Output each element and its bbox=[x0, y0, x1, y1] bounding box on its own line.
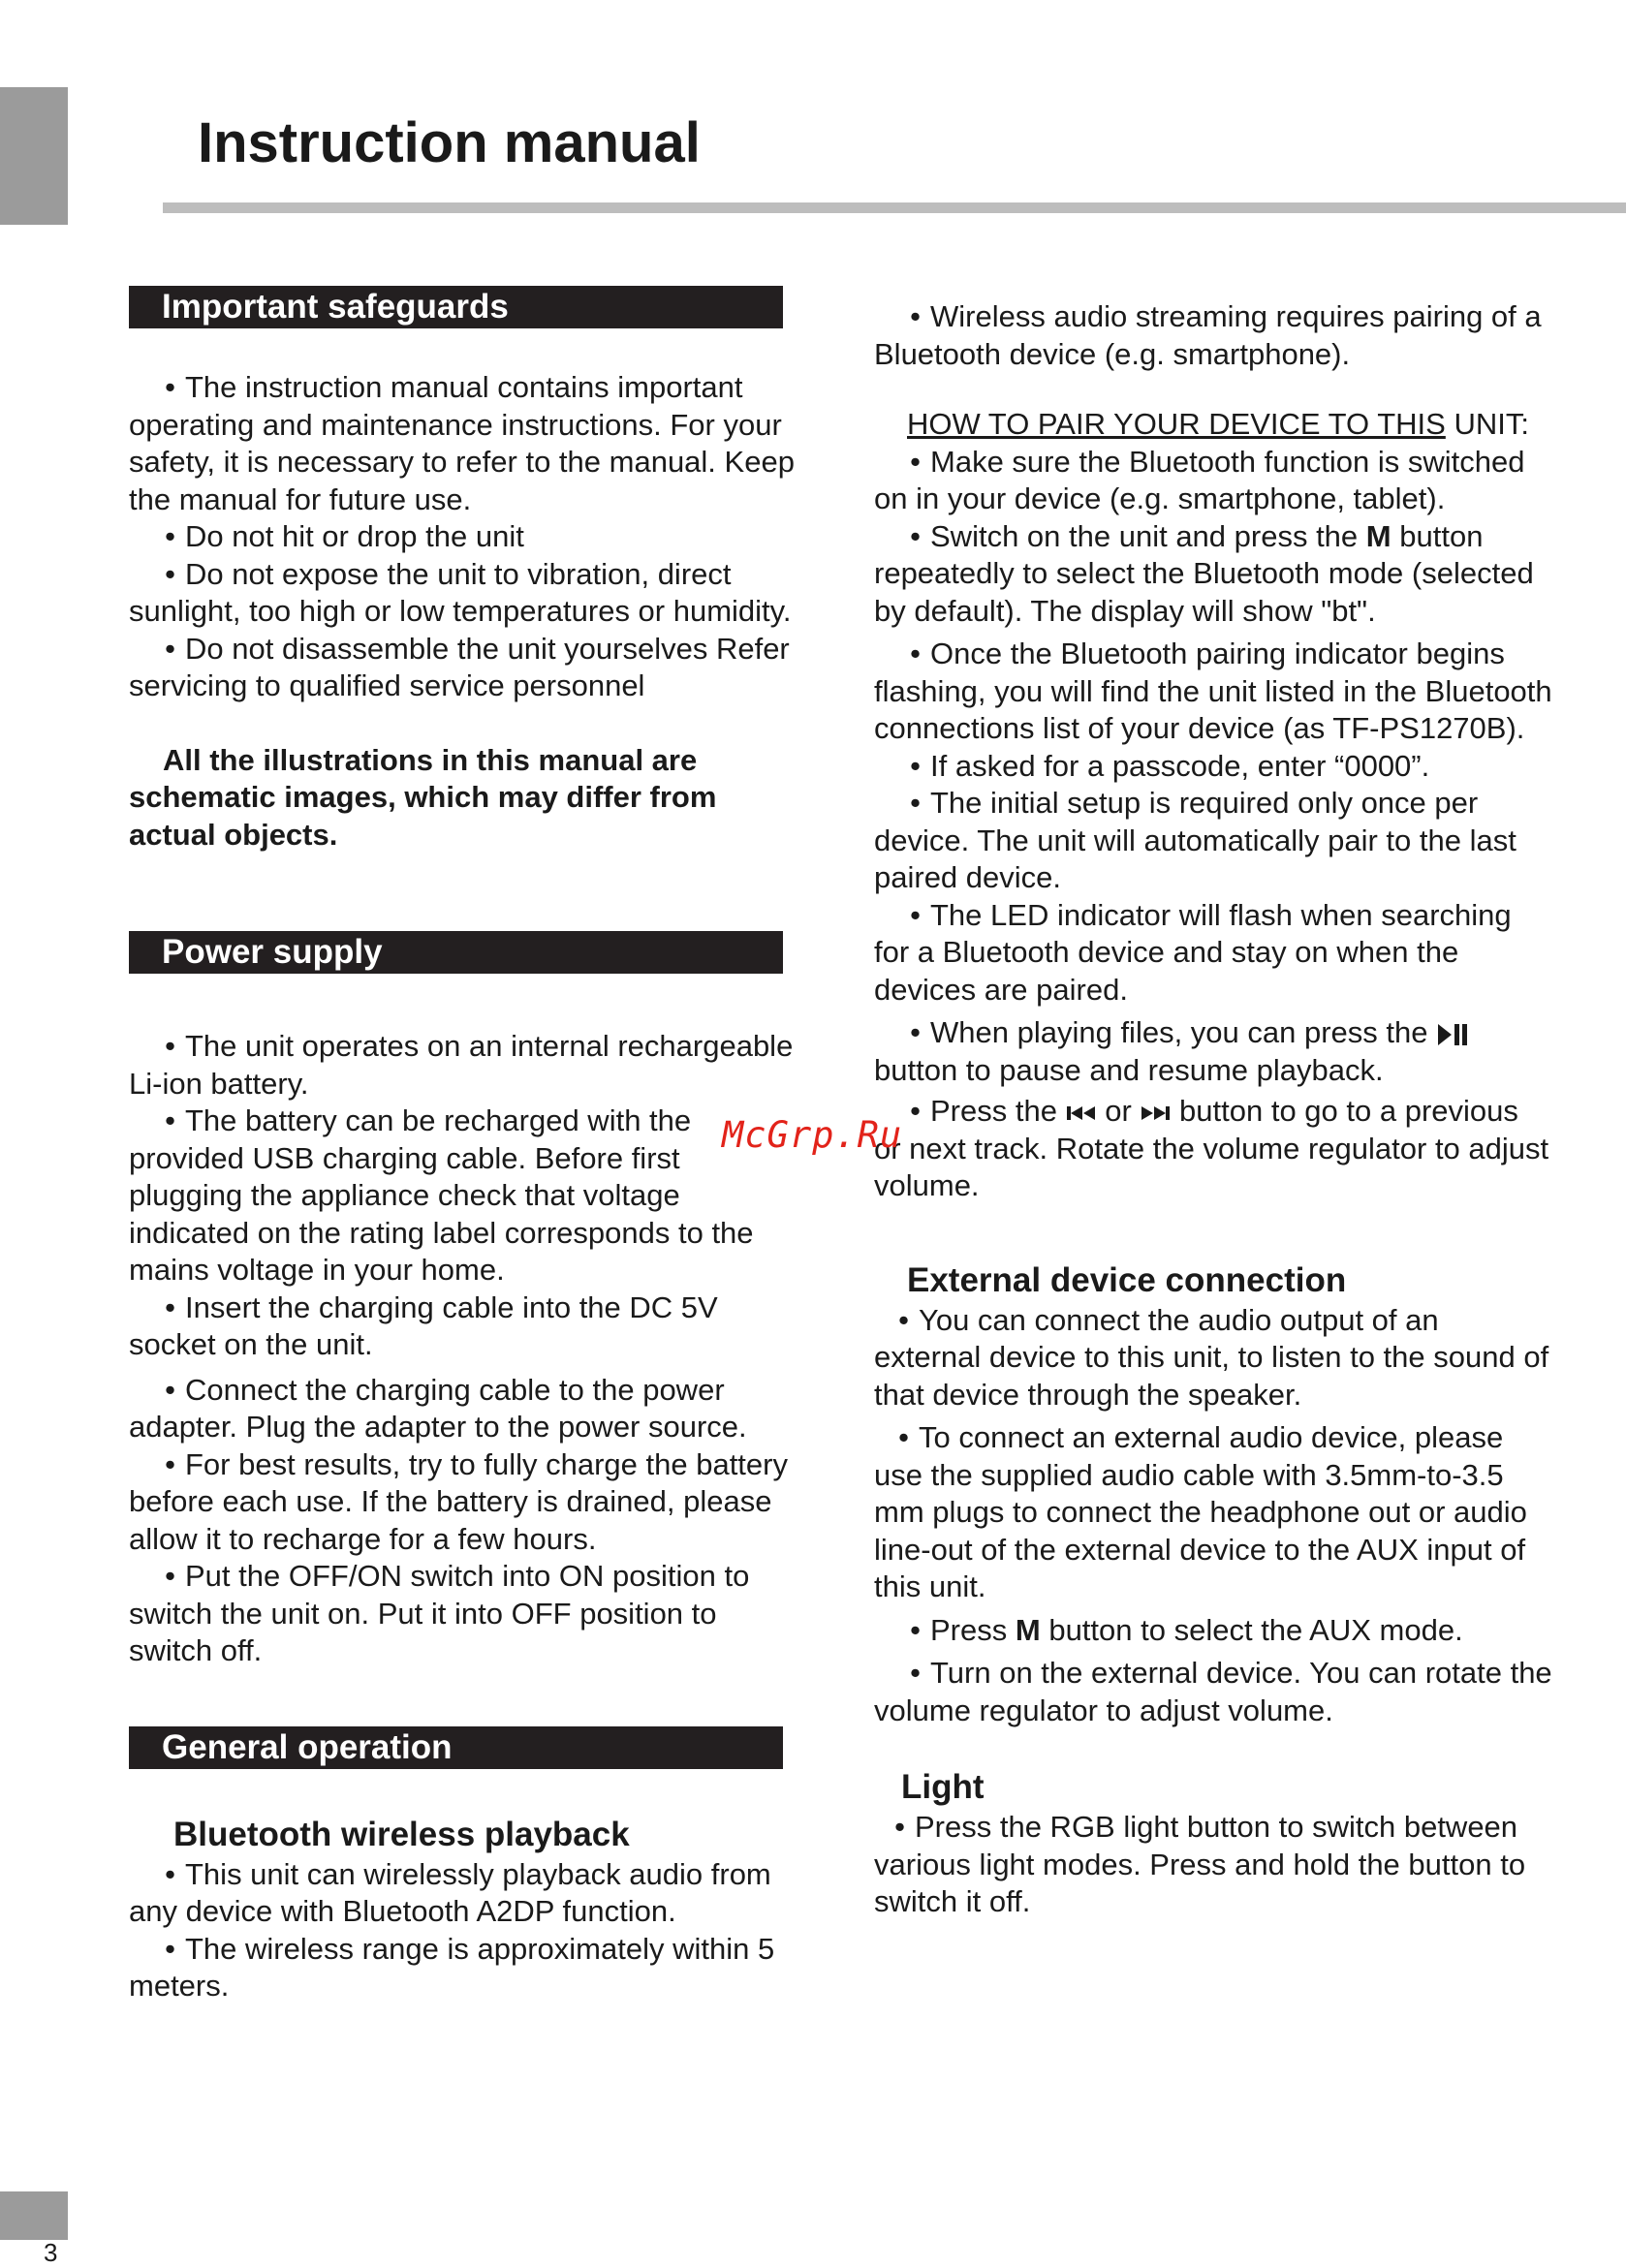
external-item-text: You can connect the audio output of an external device to this unit, to listen to the sound of that device through the speaker. bbox=[874, 1302, 1549, 1412]
bullet-glyph: • bbox=[165, 1103, 175, 1137]
bullet-glyph: • bbox=[910, 1612, 921, 1647]
power-item bbox=[129, 1372, 797, 1446]
power-item-text: Insert the charging cable into the DC 5V socket on the unit. bbox=[129, 1289, 718, 1361]
bullet-glyph: • bbox=[910, 1015, 921, 1049]
spacer bbox=[129, 328, 797, 369]
bullet-glyph: • bbox=[910, 444, 921, 479]
safeguard-item-text: The instruction manual contains important operating and maintenance instructions. For your safety, it is necessary to refer to the manual. Keep the manual for future use. bbox=[129, 370, 795, 516]
right-column bbox=[874, 298, 1552, 1921]
bullet-glyph: • bbox=[165, 519, 175, 553]
external-item-text: To connect an external audio device, please use the supplied audio cable with 3.5mm-to-3.5 mm plugs to connect the headphone out or audio line-out of the external device to the AUX input of this unit. bbox=[874, 1420, 1527, 1603]
turn-on-item bbox=[874, 1655, 1552, 1729]
play-pause-icon bbox=[1436, 1022, 1471, 1047]
power-item-text: For best results, try to fully charge the battery before each use. If the battery is drained, please allow it to recharge for a few hours. bbox=[129, 1446, 788, 1556]
power-item bbox=[129, 1028, 797, 1103]
spacer bbox=[129, 854, 797, 931]
track-item-post: button to go to a previous or next track. Rotate the volume regulator to adjust volume. bbox=[874, 1094, 1549, 1202]
title-divider bbox=[163, 202, 1626, 213]
pause-item-post: button to pause and resume playback. bbox=[874, 1052, 1384, 1087]
pause-item bbox=[874, 1014, 1552, 1089]
page-number: 3 bbox=[44, 2238, 58, 2267]
bullet-glyph: • bbox=[165, 556, 175, 591]
pairing-item-switch-on bbox=[874, 518, 1552, 631]
power-item-text: Put the OFF/ON switch into ON position to switch the unit on. Put it into OFF position to switch off. bbox=[129, 1559, 750, 1667]
bullet-glyph: • bbox=[165, 1931, 175, 1966]
bullet-glyph: • bbox=[910, 637, 921, 670]
press-m-pre: Press bbox=[930, 1612, 1008, 1647]
bullet-glyph: • bbox=[910, 1094, 921, 1128]
bluetooth-item-text: Wireless audio streaming requires pairing of a Bluetooth device (e.g. smartphone). bbox=[874, 299, 1542, 371]
safeguard-item bbox=[129, 631, 797, 705]
subheading-light: Light bbox=[901, 1768, 985, 1806]
safeguard-item-text: Do not expose the unit to vibration, direct sunlight, too high or low temperatures or humidity. bbox=[129, 556, 792, 628]
safeguard-item-text: Do not hit or drop the unit bbox=[185, 519, 524, 553]
turn-on-text: Turn on the external device. You can rotate the volume regulator to adjust volume. bbox=[874, 1656, 1552, 1727]
bullet-glyph: • bbox=[910, 518, 921, 553]
spacer bbox=[874, 373, 1552, 406]
m-key-label: M bbox=[1365, 518, 1391, 553]
light-item bbox=[874, 1809, 1552, 1921]
bullet-glyph: • bbox=[165, 631, 175, 666]
page-title: Instruction manual bbox=[198, 111, 701, 174]
pairing-item bbox=[874, 897, 1552, 1010]
bullet-glyph: • bbox=[165, 1372, 175, 1407]
bluetooth-item bbox=[129, 1856, 797, 1931]
bullet-glyph: • bbox=[165, 1029, 175, 1063]
subheading-bluetooth: Bluetooth wireless playback bbox=[173, 1815, 630, 1853]
bullet-glyph: • bbox=[910, 748, 921, 783]
bluetooth-item-text: This unit can wirelessly playback audio from any device with Bluetooth A2DP function. bbox=[129, 1856, 771, 1928]
left-column bbox=[129, 286, 797, 2005]
power-item bbox=[129, 1289, 797, 1364]
bluetooth-item bbox=[874, 298, 1552, 373]
watermark: McGrp.Ru bbox=[722, 1114, 903, 1156]
power-item-text: Connect the charging cable to the power adapter. Plug the adapter to the power source. bbox=[129, 1372, 747, 1444]
pairing-heading-text: HOW TO PAIR YOUR DEVICE TO THIS bbox=[907, 407, 1446, 441]
bullet-glyph: • bbox=[898, 1302, 909, 1337]
spacer bbox=[129, 974, 797, 1028]
press-m-post: button to select the AUX mode. bbox=[1048, 1612, 1463, 1647]
press-m-item bbox=[874, 1612, 1552, 1650]
track-item-pre: Press the bbox=[930, 1094, 1057, 1128]
pairing-item bbox=[874, 785, 1552, 897]
bullet-glyph: • bbox=[165, 370, 175, 404]
pairing-item-text: Once the Bluetooth pairing indicator begins flashing, you will find the unit listed in the Bluetooth connections list of your device (as TF-PS1270B). bbox=[874, 637, 1552, 745]
subheading-external: External device connection bbox=[907, 1260, 1347, 1299]
spacer bbox=[129, 705, 797, 742]
section-heading-general: General operation bbox=[129, 1726, 783, 1769]
safeguard-item bbox=[129, 556, 797, 631]
pairing-heading-tail: UNIT: bbox=[1445, 407, 1529, 441]
spacer bbox=[874, 1205, 1552, 1259]
previous-track-icon bbox=[1066, 1104, 1097, 1122]
bullet-glyph: • bbox=[165, 1856, 175, 1891]
safeguard-item-text: Do not disassemble the unit yourselves Refer servicing to qualified service personnel bbox=[129, 631, 790, 702]
illustration-note-text: All the illustrations in this manual are schematic images, which may differ from actual objects. bbox=[129, 742, 717, 852]
bullet-glyph: • bbox=[898, 1420, 909, 1454]
illustration-note bbox=[129, 742, 797, 854]
bullet-glyph: • bbox=[165, 1446, 175, 1481]
bullet-glyph: • bbox=[910, 299, 921, 333]
safeguard-item bbox=[129, 518, 797, 556]
m-key-label: M bbox=[1015, 1612, 1041, 1647]
side-tab-marker bbox=[0, 87, 68, 225]
external-item bbox=[874, 1302, 1552, 1414]
track-item-mid: or bbox=[1105, 1094, 1132, 1128]
spacer bbox=[129, 1769, 797, 1814]
power-item bbox=[129, 1446, 797, 1559]
power-item bbox=[129, 1558, 797, 1670]
switch-on-pre: Switch on the unit and press the bbox=[930, 518, 1359, 553]
external-item bbox=[874, 1419, 1552, 1606]
bullet-glyph: • bbox=[165, 1559, 175, 1593]
pairing-item-text: If asked for a passcode, enter “0000”. bbox=[930, 748, 1430, 783]
pairing-item bbox=[874, 444, 1552, 518]
light-item-text: Press the RGB light button to switch between various light modes. Press and hold the button to switch it off. bbox=[874, 1810, 1526, 1918]
section-heading-power: Power supply bbox=[129, 931, 783, 974]
power-item bbox=[129, 1103, 797, 1289]
bullet-glyph: • bbox=[894, 1810, 905, 1844]
track-item bbox=[874, 1093, 1552, 1205]
bullet-glyph: • bbox=[910, 1656, 921, 1690]
bullet-glyph: • bbox=[165, 1289, 175, 1324]
spacer bbox=[129, 1670, 797, 1726]
pairing-item-text: The initial setup is required only once per device. The unit will automatically pair to the last paired device. bbox=[874, 786, 1517, 894]
bluetooth-item bbox=[129, 1931, 797, 2005]
bullet-glyph: • bbox=[910, 786, 921, 820]
next-track-icon bbox=[1140, 1104, 1171, 1122]
side-tab-marker-bottom bbox=[0, 2191, 68, 2240]
bluetooth-item-text: The wireless range is approximately within 5 meters. bbox=[129, 1931, 775, 2003]
safeguard-item bbox=[129, 369, 797, 518]
pairing-item bbox=[874, 636, 1552, 748]
pause-item-pre: When playing files, you can press the bbox=[930, 1015, 1428, 1049]
pairing-item bbox=[874, 748, 1552, 786]
pairing-item-text: Make sure the Bluetooth function is switched on in your device (e.g. smartphone, tablet). bbox=[874, 444, 1525, 515]
section-heading-safeguards: Important safeguards bbox=[129, 286, 783, 328]
pairing-item-text: The LED indicator will flash when searching for a Bluetooth device and stay on when the devices are paired. bbox=[874, 897, 1512, 1007]
spacer bbox=[874, 1729, 1552, 1766]
spacer bbox=[129, 1364, 797, 1372]
power-item-text: The battery can be recharged with the provided USB charging cable. Before first plugging the appliance check that voltage indicated on the rating label corresponds to the mains voltage in your home. bbox=[129, 1103, 754, 1287]
switch-on-post: button repeatedly to select the Bluetooth mode (selected by default). The display will show "bt". bbox=[874, 518, 1534, 628]
bullet-glyph: • bbox=[910, 897, 921, 932]
power-item-text: The unit operates on an internal rechargeable Li-ion battery. bbox=[129, 1029, 794, 1101]
pairing-heading bbox=[874, 406, 1552, 444]
